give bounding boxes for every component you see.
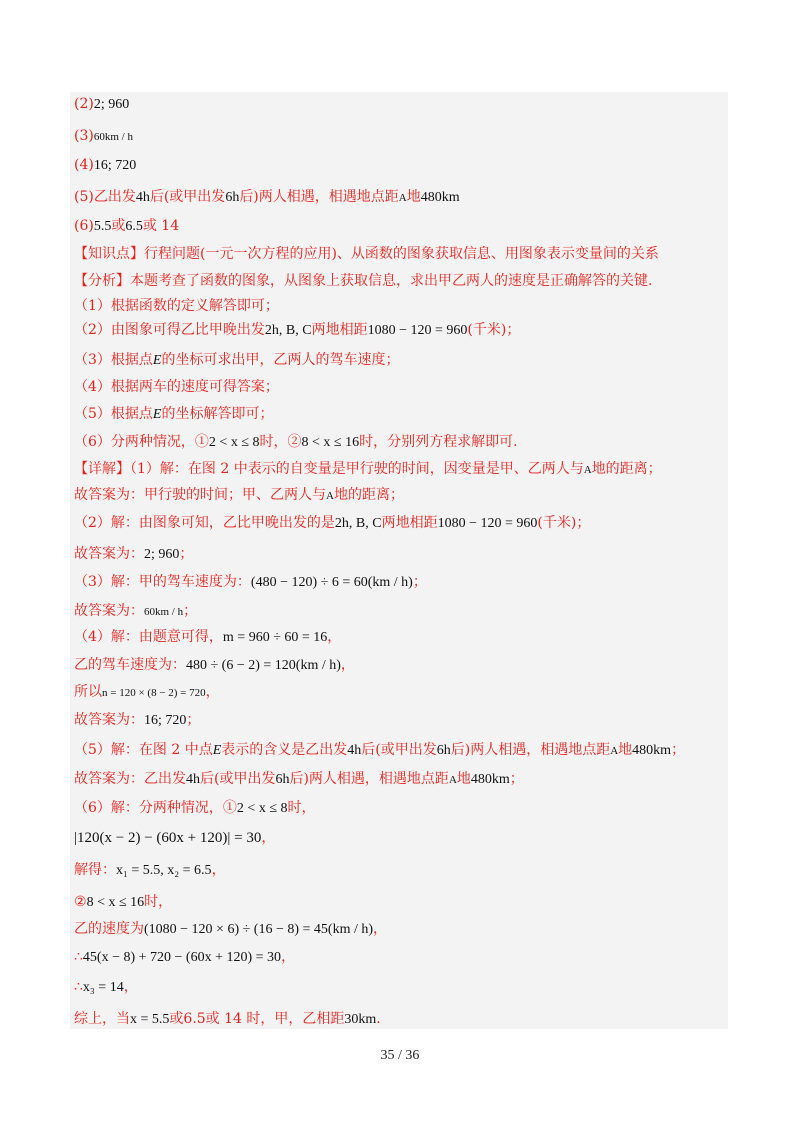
detail-6-case-2-text: 时， <box>144 894 173 910</box>
detail-5-text: 后)两人相遇，相遇地点距 <box>450 742 611 758</box>
detail-2-math: 1080 − 120 = 960 <box>437 516 538 531</box>
detail-4-speed <box>74 656 355 675</box>
detail-6 <box>74 799 316 818</box>
detail-1-text: 地的距离； <box>591 461 662 477</box>
detail-6-equation-1-math: |120(x − 2) − (60x + 120)| = 30 <box>74 830 262 846</box>
detail-5-text: 表示的含义是乙出发 <box>221 742 348 758</box>
detail-5-answer-text: 后)两人相遇，相遇地点距 <box>289 771 449 787</box>
detail-2-text: 两地相距 <box>381 515 438 531</box>
detail-5-answer-text: 后(或甲出发 <box>200 771 276 787</box>
knowledge-text: 行程问题(一元一次方程的应用)、从函数的图象获取信息、用图象表示变量间的关系 <box>144 246 659 262</box>
detail-3-text: ； <box>412 574 427 590</box>
analysis-item-2-math: 2h, B, C <box>264 323 312 338</box>
detail-6-text: （6）解：分两种情况，① <box>74 800 237 816</box>
answer-5-math: 4h <box>135 190 150 205</box>
detail-4-n <box>74 683 220 702</box>
detail-2-answer-text: ； <box>179 546 194 562</box>
detail-1-text: （1）解：在图 2 中表示的自变量是甲行驶的时间，因变量是甲、乙两人与 <box>130 461 584 477</box>
detail-6-case-2 <box>74 893 172 912</box>
knowledge-label: 【知识点】 <box>74 246 144 262</box>
detail-4-text: ， <box>327 629 342 645</box>
detail-4-n-text: 所以 <box>74 684 102 700</box>
detail-6-equation-1-text: ， <box>261 830 276 846</box>
detail-4-n-text: ， <box>205 684 220 700</box>
analysis-item-3-math: E <box>152 353 162 368</box>
detail-5-math: 4h <box>347 743 362 758</box>
answer-2 <box>74 95 129 114</box>
detail-6-conclusion-text: 或 14 时，甲，乙相距 <box>205 1011 345 1027</box>
detail-4-speed-text: 乙的驾车速度为： <box>74 657 186 673</box>
detail-6-equation-2-text: ∴ <box>74 949 83 965</box>
detail-1-answer-math: A <box>326 490 334 502</box>
analysis-item-3 <box>74 351 399 370</box>
detail-5-answer-math: 4h <box>186 772 200 787</box>
detail-6-solution-1-text: 解得： <box>74 862 116 878</box>
detail-6-equation-2-text: ， <box>281 949 296 965</box>
analysis-item-6-text: 时，② <box>259 434 302 450</box>
detail-6-case-2-text: ② <box>74 894 87 910</box>
answer-5-math: 6h <box>225 190 240 205</box>
detail-6-equation-2 <box>74 948 295 967</box>
analysis-item-6 <box>74 433 518 452</box>
detail-6-solution-2-math: x₃ = 14 <box>82 980 124 995</box>
analysis-item-4: （4）根据两车的速度可得答案； <box>74 379 279 395</box>
detail-6-solution-2 <box>74 978 138 997</box>
detail-2 <box>74 514 590 533</box>
detail-1-answer-text: 故答案为：甲行驶的时间；甲、乙两人与 <box>74 487 326 503</box>
answer-4-value: 16; 720 <box>93 158 137 173</box>
detail-6-solution-2-text: ∴ <box>74 979 83 995</box>
analysis-item-5-text: （5）根据点 <box>74 406 153 422</box>
detail-5 <box>74 741 685 760</box>
detail-6-solution-1 <box>74 861 226 880</box>
detail-2-answer <box>74 545 193 564</box>
detail-6-speed <box>74 920 387 939</box>
page-number: 35 / 36 <box>380 1048 420 1063</box>
analysis-item-2-text: (千米)； <box>467 322 521 338</box>
answer-4 <box>74 156 136 175</box>
detail-5-text: 地 <box>618 742 633 758</box>
detail-6-conclusion-text: 综上，当 <box>74 1011 130 1027</box>
detail-6-text: 时， <box>287 800 316 816</box>
detail-5-math: E <box>212 743 222 758</box>
detail-6-equation-2-math: 45(x − 8) + 720 − (60x + 120) = 30 <box>82 950 282 965</box>
detail-6-speed-text: ， <box>373 921 388 937</box>
detail-6-conclusion-math: 30km <box>344 1012 377 1027</box>
answer-6 <box>74 217 179 236</box>
analysis-item-2-math: 1080 − 120 = 960 <box>367 323 468 338</box>
detail-5-text: 后(或甲出发 <box>361 742 437 758</box>
detail-3-answer-text: ； <box>183 603 198 619</box>
answer-3-number: (3) <box>74 128 94 144</box>
analysis-item-5 <box>74 405 273 424</box>
answer-6-text: 或 14 <box>142 218 180 234</box>
detail-5-answer-math: A <box>448 774 457 786</box>
detail-4-answer-math: 16; 720 <box>144 713 187 728</box>
answer-2-value: 2; 960 <box>93 97 130 112</box>
answer-6-math: 6.5 <box>125 219 143 234</box>
detail-3-answer <box>74 602 197 621</box>
answer-3-value: 60km / h <box>93 131 133 143</box>
detail-5-answer-text: ； <box>509 771 524 787</box>
detail-6-solution-1-math: x₁ = 5.5, x₂ = 6.5 <box>116 863 212 878</box>
analysis-item-5-math: E <box>152 407 162 422</box>
detail-6-conclusion <box>74 1010 381 1029</box>
detail-3-text: （3）解：甲的驾车速度为： <box>74 574 251 590</box>
detail-4-answer-text: 故答案为： <box>74 712 144 728</box>
detail-6-math: 2 < x ≤ 8 <box>236 801 288 816</box>
answer-6-number: (6) <box>74 218 94 234</box>
knowledge-point <box>74 245 659 263</box>
detail-5-answer-math: 480km <box>470 772 510 787</box>
answer-5-text: 乙出发 <box>93 189 136 205</box>
analysis-item-2-text: （2）由图象可得乙比甲晚出发 <box>74 322 265 338</box>
detail-4-n-math: n = 120 × (8 − 2) = 720 <box>102 687 206 699</box>
detail-3-answer-text: 故答案为： <box>74 603 144 619</box>
detail-1-answer <box>74 486 404 505</box>
analysis-item-2 <box>74 321 520 340</box>
detail-6-conclusion-text: . <box>376 1011 381 1027</box>
detail-4-text: （4）解：由题意可得， <box>74 629 223 645</box>
detail-2-answer-math: 2; 960 <box>144 547 180 562</box>
answer-2-number: (2) <box>74 96 94 112</box>
detail-6-solution-1-text: ， <box>211 862 226 878</box>
analysis-item-1: （1）根据函数的定义解答即可； <box>74 298 279 314</box>
detail-1-answer-text: 地的距离； <box>333 487 404 503</box>
detail-5-text: （5）解：在图 2 中点 <box>74 742 213 758</box>
answer-4-number: (4) <box>74 157 94 173</box>
detail-6-conclusion-value: 6.5 <box>183 1011 206 1027</box>
detail-5-answer <box>74 770 524 789</box>
detail-4 <box>74 628 341 647</box>
detail-5-math: A <box>610 745 619 757</box>
answer-5-text: 地 <box>406 189 421 205</box>
detail-5-answer-text: 故答案为：乙出发 <box>74 771 186 787</box>
analysis-item-3-text: 的坐标可求出甲，乙两人的驾车速度； <box>161 352 400 368</box>
detail-2-math: 2h, B, C <box>334 516 382 531</box>
answer-5-number: (5) <box>74 189 94 205</box>
answer-6-text: 或 <box>111 218 126 234</box>
analysis-label: 【分析】 <box>74 273 130 289</box>
answer-5-text: 后)两人相遇，相遇地点距 <box>239 189 399 205</box>
detail-2-text: (千米)； <box>537 515 591 531</box>
detail-6-equation-1 <box>74 829 275 847</box>
analysis-item-6-text: 时，分别列方程求解即可. <box>359 434 518 450</box>
detail-5-answer-text: 地 <box>456 771 471 787</box>
detail-5-math: 480km <box>632 743 672 758</box>
detail-6-speed-text: 乙的速度为 <box>74 921 144 937</box>
analysis-item-3-text: （3）根据点 <box>74 352 153 368</box>
detail-label: 【详解】 <box>74 461 130 477</box>
detail-2-answer-text: 故答案为： <box>74 546 144 562</box>
analysis-item-5-text: 的坐标解答即可； <box>161 406 274 422</box>
answer-5-math: A <box>398 192 407 204</box>
analysis-item-6-math: 8 < x ≤ 16 <box>301 435 360 450</box>
answer-5-text: 后(或甲出发 <box>149 189 226 205</box>
answer-5-math: 480km <box>420 190 460 205</box>
answer-5 <box>74 188 460 207</box>
detail-6-conclusion-text: 或 <box>169 1011 184 1027</box>
detail-4-speed-text: ， <box>340 657 355 673</box>
analysis-item-2-text: 两地相距 <box>311 322 368 338</box>
detail-3 <box>74 573 427 592</box>
detail-1-math: A <box>583 464 592 476</box>
analysis-text: 本题考查了函数的图象，从图象上获取信息，求出甲乙两人的速度是正确解答的关键. <box>130 273 653 289</box>
detail-5-math: 6h <box>436 743 451 758</box>
detail-6-case-2-math: 8 < x ≤ 16 <box>86 895 145 910</box>
detail-6-solution-2-text: ， <box>123 979 138 995</box>
answer-3 <box>74 127 133 146</box>
detail-5-text: ； <box>671 742 686 758</box>
detail-5-answer-math: 6h <box>275 772 290 787</box>
detail-4-answer <box>74 711 200 730</box>
detail-6-speed-math: (1080 − 120 × 6) ÷ (16 − 8) = 45(km / h) <box>144 922 374 937</box>
detail-4-answer-text: ； <box>186 712 201 728</box>
detail-6-conclusion-math: x = 5.5 <box>130 1012 170 1027</box>
detail-4-math: m = 960 ÷ 60 = 16 <box>222 630 328 645</box>
analysis <box>74 272 652 290</box>
analysis-item-6-text: （6）分两种情况，① <box>74 434 209 450</box>
answer-6-math: 5.5 <box>93 219 112 234</box>
detail-3-math: (480 − 120) ÷ 6 = 60(km / h) <box>250 575 413 590</box>
detail-3-answer-math: 60km / h <box>144 606 184 618</box>
analysis-item-6-math: 2 < x ≤ 8 <box>208 435 260 450</box>
detail-4-speed-math: 480 ÷ (6 − 2) = 120(km / h) <box>186 658 341 673</box>
detail-2-text: （2）解：由图象可知，乙比甲晚出发的是 <box>74 515 335 531</box>
detail-1 <box>74 460 662 479</box>
